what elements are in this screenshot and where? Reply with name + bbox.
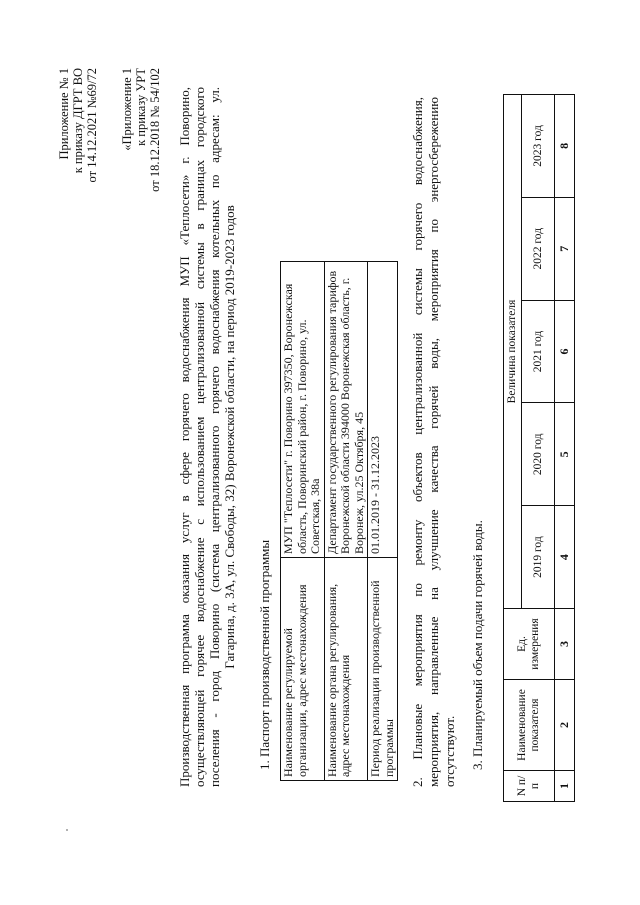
column-number: 4 bbox=[555, 506, 575, 609]
section-2-line: мероприятия, направленные на улучшение качества горячей воды, мероприятия по энергосбережению bbox=[426, 97, 441, 787]
section-2-line: 2. Плановые мероприятия по ремонту объектов централизованной системы горячего водоснабжения, bbox=[410, 97, 425, 787]
title-line: поселения - город Поворино (система централизованного горячего водоснабжения котельных по адресам: ул. bbox=[207, 87, 222, 787]
table-row bbox=[555, 95, 575, 802]
column-number: 7 bbox=[555, 197, 575, 300]
passport-value: МУП "Теплосети" г. Поворино 397350, Воронежская область, Поворинский район, г. Поворино, ул. Советская, 38а bbox=[281, 262, 325, 558]
column-number: 8 bbox=[555, 95, 575, 198]
passport-label: Наименование регулируемой организации, адрес местонахождения bbox=[281, 558, 325, 781]
appendix-line: к приказу ДГРТ ВО bbox=[71, 68, 85, 174]
year-header: 2019 год bbox=[522, 506, 555, 609]
table-header-row bbox=[504, 95, 522, 802]
passport-value: Департамент государственного регулирования тарифов Воронежской области 394000 Воронежская область, г. Воронеж, ул.25 Октября, 45 bbox=[324, 262, 368, 558]
table-row bbox=[324, 262, 368, 781]
table-row bbox=[368, 262, 398, 781]
column-number: 1 bbox=[555, 771, 575, 802]
appendix-line: к приказу УРТ bbox=[134, 68, 148, 146]
col-name-header: Наименование показателя bbox=[504, 680, 555, 771]
table-row bbox=[281, 262, 325, 781]
passport-table bbox=[280, 261, 398, 781]
section-2-line: отсутствуют. bbox=[442, 715, 457, 787]
year-header: 2021 год bbox=[522, 300, 555, 403]
appendix-line: Приложение № 1 bbox=[57, 68, 71, 160]
year-header: 2022 год bbox=[522, 197, 555, 300]
value-group-header: Величина показателя bbox=[504, 95, 522, 609]
title-line: осуществляющей горячее водоснабжение с использованием централизованной системы в границах городского bbox=[192, 87, 207, 787]
year-header: 2020 год bbox=[522, 403, 555, 506]
column-number: 2 bbox=[555, 680, 575, 771]
title-line: Производственная программа оказания услуг в сфере горячего водоснабжения МУП «Теплосети» г. Поворино, bbox=[177, 87, 192, 787]
col-number-header: N п/п bbox=[504, 771, 555, 802]
appendix-line: от 18.12.2018 № 54/102 bbox=[148, 68, 162, 192]
column-number: 3 bbox=[555, 609, 575, 680]
year-header: 2023 год bbox=[522, 95, 555, 198]
section-1-heading: 1. Паспорт производственной программы bbox=[257, 539, 272, 770]
column-number: 5 bbox=[555, 403, 575, 506]
passport-label: Наименование органа регулирования, адрес местонахождения bbox=[324, 558, 368, 781]
title-line: Гагарина, д. 3А, ул. Свободы, 32) Воронежской области, на период 2019-2023 годов bbox=[222, 205, 237, 669]
col-unit-header: Ед. измерения bbox=[504, 609, 555, 680]
section-3-heading: 3. Планируемый объем подачи горячей воды. bbox=[470, 520, 485, 770]
column-number: 6 bbox=[555, 300, 575, 403]
scan-speck bbox=[66, 829, 68, 831]
hot-water-volume-table bbox=[503, 94, 575, 802]
appendix-line: «Приложение 1 bbox=[120, 68, 134, 151]
passport-label: Период реализации производственной программы bbox=[368, 558, 398, 781]
appendix-line: от 14.12.2021 №69/72 bbox=[85, 68, 99, 183]
passport-value: 01.01.2019 - 31.12.2023 bbox=[368, 262, 398, 558]
